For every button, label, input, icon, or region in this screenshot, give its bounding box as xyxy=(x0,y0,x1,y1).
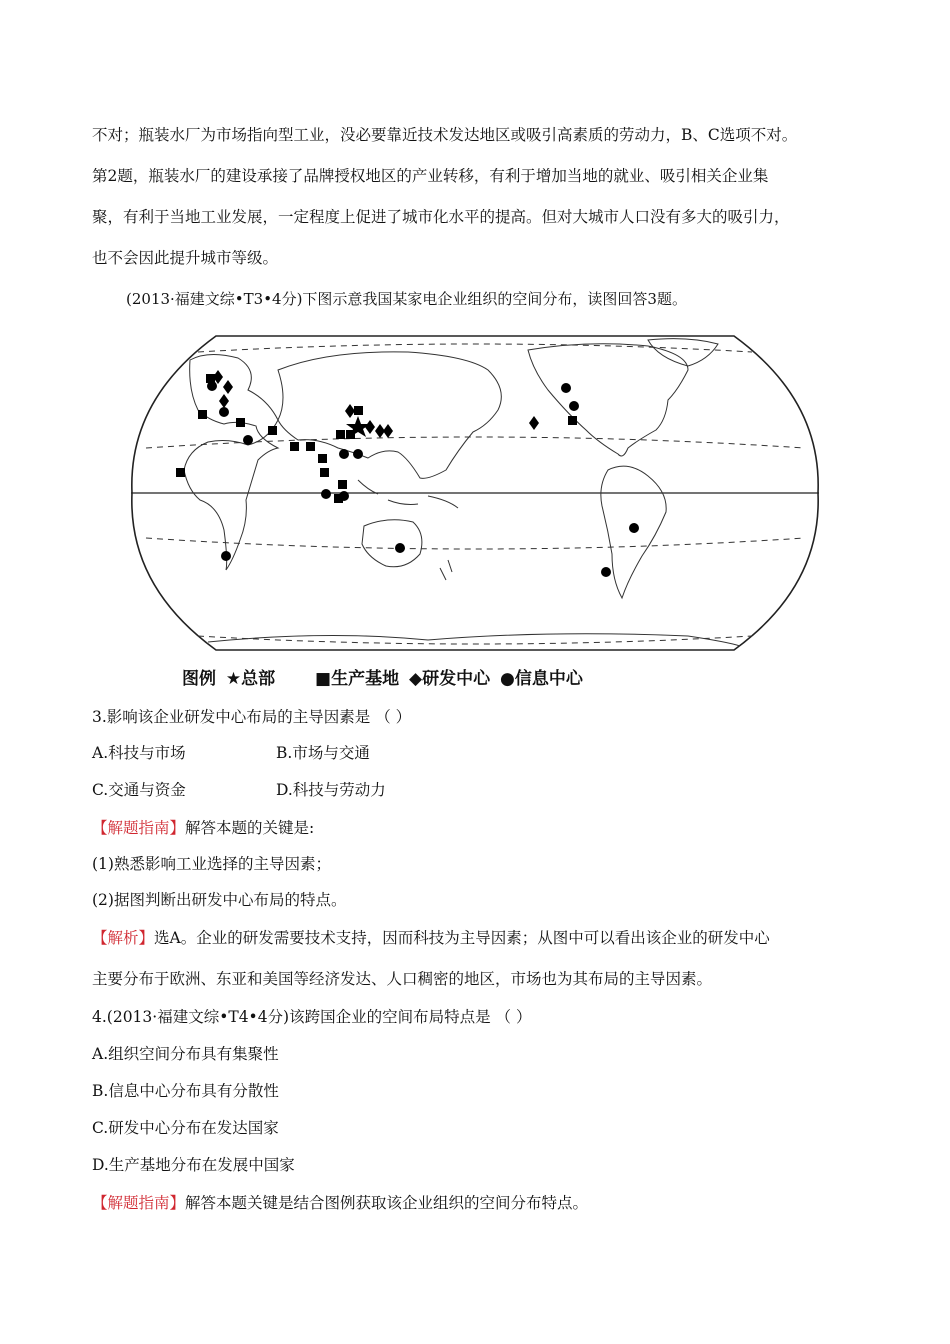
world-map-figure xyxy=(128,330,822,656)
rd-center-marker xyxy=(345,404,355,418)
q3-option-b: B.市场与交通 xyxy=(276,744,370,762)
rd-center-marker xyxy=(365,420,375,434)
tropic-of-capricorn xyxy=(146,538,804,549)
q4-guide-text: 解答本题关键是结合图例获取该企业组织的空间分布特点。 xyxy=(185,1194,589,1212)
map-intro: (2013·福建文综•T3•4分)下图示意我国某家电企业组织的空间分布，读图回答3题。 xyxy=(126,290,687,308)
map-legend xyxy=(182,664,587,689)
production-base-marker xyxy=(336,430,345,439)
q3-option-d: D.科技与劳动力 xyxy=(276,781,386,799)
rd-center-marker xyxy=(383,424,393,438)
info-center-marker xyxy=(243,435,253,445)
q3-analysis xyxy=(92,927,770,949)
production-base-marker xyxy=(290,442,299,451)
q4-option-b: B.信息中心分布具有分散性 xyxy=(92,1082,279,1100)
info-center-marker xyxy=(321,489,331,499)
paragraph-line-1: 不对；瓶装水厂为市场指向型工业，没必要靠近技术发达地区或吸引高素质的劳动力，B、C选项不对。 xyxy=(92,126,798,144)
q3-guide-point-1: (1)熟悉影响工业选择的主导因素； xyxy=(92,855,331,873)
paragraph-line-3: 聚，有利于当地工业发展，一定程度上促进了城市化水平的提高。但对大城市人口没有多大的吸引力， xyxy=(92,208,790,226)
info-center-marker xyxy=(339,449,349,459)
info-center-marker xyxy=(601,567,611,577)
legend-rd-center: ◆研发中心 xyxy=(409,669,491,689)
legend-hq: ★总部 xyxy=(225,669,276,689)
legend-production-base: ■生产基地 xyxy=(315,669,400,689)
rd-center-marker xyxy=(219,394,229,408)
landmass-australia xyxy=(362,520,422,567)
q3-option-c: C.交通与资金 xyxy=(92,781,186,799)
q4-guide xyxy=(92,1192,588,1214)
production-base-marker xyxy=(320,468,329,477)
production-base-marker xyxy=(568,416,577,425)
production-base-marker xyxy=(306,442,315,451)
info-center-marker xyxy=(219,407,229,417)
q4-option-a: A.组织空间分布具有集聚性 xyxy=(92,1045,279,1063)
info-center-marker xyxy=(629,523,639,533)
landmass-new-zealand xyxy=(440,560,452,580)
production-base-marker xyxy=(268,426,277,435)
q3-guide-point-2: (2)据图判断出研发中心布局的特点。 xyxy=(92,891,347,909)
q3-guide xyxy=(92,817,314,839)
info-center-marker xyxy=(561,383,571,393)
info-center-marker xyxy=(207,381,217,391)
production-base-marker xyxy=(198,410,207,419)
info-center-marker xyxy=(395,543,405,553)
q3-analysis-tag: 【解析】 xyxy=(92,929,155,947)
paragraph-line-2: 第2题，瓶装水厂的建设承接了品牌授权地区的产业转移，有利于增加当地的就业、吸引相关企业集 xyxy=(92,167,769,185)
info-center-marker xyxy=(353,449,363,459)
production-base-marker xyxy=(176,468,185,477)
legend-info-center: ●信息中心 xyxy=(500,669,583,689)
legend-title: 图例 xyxy=(182,669,216,689)
q4-option-d: D.生产基地分布在发展中国家 xyxy=(92,1156,295,1174)
paragraph-line-4: 也不会因此提升城市等级。 xyxy=(92,249,279,267)
q4-stem: 4.(2013·福建文综•T4•4分)该跨国企业的空间布局特点是 （ ） xyxy=(92,1008,532,1026)
rd-center-marker xyxy=(529,416,539,430)
info-center-marker xyxy=(339,491,349,501)
arctic-circle xyxy=(198,344,752,352)
q4-guide-tag: 【解题指南】 xyxy=(92,1194,186,1212)
landmass-sea-islands xyxy=(358,480,458,508)
q3-analysis-line-2: 主要分布于欧洲、东亚和美国等经济发达、人口稠密的地区，市场也为其布局的主导因素。 xyxy=(92,970,713,988)
q3-guide-tag: 【解题指南】 xyxy=(92,819,186,837)
production-base-marker xyxy=(338,480,347,489)
production-base-marker xyxy=(236,418,245,427)
landmass-asia xyxy=(278,352,501,479)
q3-guide-text: 解答本题的关键是: xyxy=(185,819,315,837)
q3-stem: 3.影响该企业研发中心布局的主导因素是 （ ） xyxy=(92,708,412,726)
info-center-marker xyxy=(221,551,231,561)
production-base-marker xyxy=(346,430,355,439)
production-base-marker xyxy=(354,406,363,415)
q3-analysis-text: 选A。企业的研发需要技术支持，因而科技为主导因素；从图中可以看出该企业的研发中心 xyxy=(154,929,770,947)
q3-option-a: A.科技与市场 xyxy=(92,744,186,762)
q4-option-c: C.研发中心分布在发达国家 xyxy=(92,1119,279,1137)
info-center-marker xyxy=(569,401,579,411)
production-base-marker xyxy=(318,454,327,463)
rd-center-marker xyxy=(223,380,233,394)
landmass-greenland xyxy=(648,339,718,366)
